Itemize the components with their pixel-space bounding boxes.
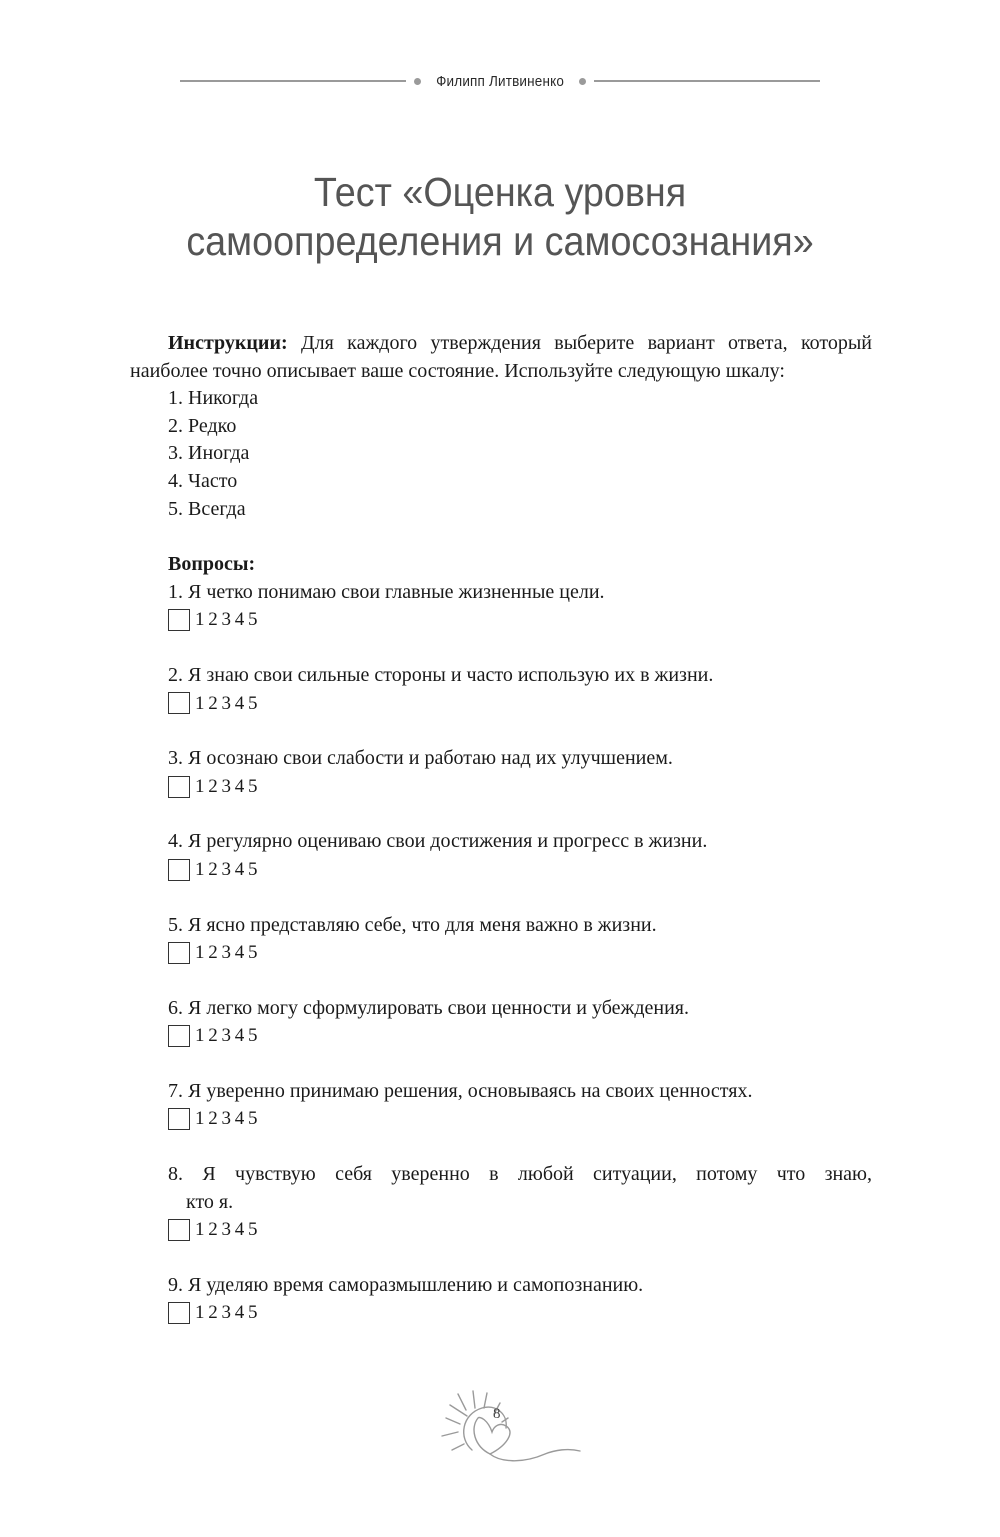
scale-item: 1. Никогда	[168, 387, 259, 410]
scale-item: 3. Иногда	[168, 442, 250, 465]
question-item	[168, 912, 872, 967]
answer-row	[168, 1299, 872, 1327]
question-item	[168, 662, 872, 717]
answer-checkbox[interactable]	[168, 942, 190, 964]
answer-checkbox[interactable]	[168, 1108, 190, 1130]
scale-item: 4. Часто	[168, 469, 238, 492]
question-text: 2. Я знаю свои сильные стороны и часто использую их в жизни.	[168, 663, 714, 686]
page-title-line-2: самоопределения и самосознания»	[186, 218, 814, 264]
running-header	[180, 66, 820, 96]
answer-checkbox[interactable]	[168, 1025, 190, 1047]
answer-options: 1 2 3 4 5	[195, 1108, 257, 1130]
sun-heart-ornament-icon	[440, 1388, 590, 1478]
answer-checkbox[interactable]	[168, 692, 190, 714]
scale-item: 2. Редко	[168, 414, 237, 437]
header-rule-left	[180, 80, 406, 82]
question-text: 6. Я легко могу сформулировать свои ценности и убеждения.	[168, 996, 689, 1019]
question-text-continuation	[168, 1189, 872, 1217]
answer-options: 1 2 3 4 5	[195, 1025, 257, 1047]
question-item	[168, 579, 872, 634]
question-text: 9. Я уделяю время саморазмышлению и самопознанию.	[168, 1273, 644, 1296]
question-item	[168, 1272, 872, 1327]
answer-checkbox[interactable]	[168, 1302, 190, 1324]
question-text: 7. Я уверенно принимаю решения, основываясь на своих ценностях.	[168, 1079, 753, 1102]
instructions	[130, 330, 872, 385]
question-item	[168, 745, 872, 800]
question-item	[168, 1161, 872, 1244]
question-item	[168, 1078, 872, 1133]
instructions-label: Инструкции:	[168, 332, 288, 354]
answer-checkbox[interactable]	[168, 609, 190, 631]
instructions-text: Для каждого утверждения выберите вариант ответа, который наиболее точно описывает ваше состояние. Используйте следующую шкалу:	[130, 332, 872, 382]
answer-options: 1 2 3 4 5	[195, 692, 257, 714]
answer-scale	[130, 385, 872, 523]
answer-row	[168, 1216, 872, 1244]
answer-options: 1 2 3 4 5	[195, 1302, 257, 1324]
answer-row	[168, 773, 872, 801]
answer-row	[168, 939, 872, 967]
answer-row	[168, 856, 872, 884]
question-text: 5. Я ясно представляю себе, что для меня важно в жизни.	[168, 913, 657, 936]
header-dot-right	[579, 78, 586, 85]
header-author: Филипп Литвиненко	[436, 72, 564, 90]
answer-row	[168, 690, 872, 718]
question-text-continuation-line: кто я.	[186, 1190, 234, 1213]
questions-heading: Вопросы:	[168, 553, 256, 576]
scale-item: 5. Всегда	[168, 497, 246, 520]
answer-options: 1 2 3 4 5	[195, 1219, 257, 1241]
answer-options: 1 2 3 4 5	[195, 775, 257, 797]
header-dot-left	[414, 78, 421, 85]
test-content	[130, 330, 872, 1327]
question-text: 1. Я четко понимаю свои главные жизненные цели.	[168, 580, 605, 603]
page-title	[40, 168, 960, 266]
question-text: 4. Я регулярно оцениваю свои достижения и прогресс в жизни.	[168, 830, 708, 853]
question-text	[168, 1161, 872, 1189]
answer-row	[168, 1105, 872, 1133]
answer-options: 1 2 3 4 5	[195, 609, 257, 631]
question-text-line: 8. Я чувствую себя уверенно в любой ситуации, потому что знаю,	[168, 1163, 872, 1186]
header-rule-right	[594, 80, 820, 82]
answer-options: 1 2 3 4 5	[195, 858, 257, 880]
page-footer	[440, 1388, 590, 1478]
question-text: 3. Я осознаю свои слабости и работаю над их улучшением.	[168, 747, 673, 770]
page-title-line-1: Тест «Оценка уровня	[313, 169, 687, 215]
page-number: 8	[493, 1406, 501, 1422]
question-item	[168, 828, 872, 883]
question-item	[168, 995, 872, 1050]
answer-row	[168, 606, 872, 634]
answer-row	[168, 1022, 872, 1050]
answer-checkbox[interactable]	[168, 859, 190, 881]
answer-options: 1 2 3 4 5	[195, 942, 257, 964]
answer-checkbox[interactable]	[168, 776, 190, 798]
answer-checkbox[interactable]	[168, 1219, 190, 1241]
